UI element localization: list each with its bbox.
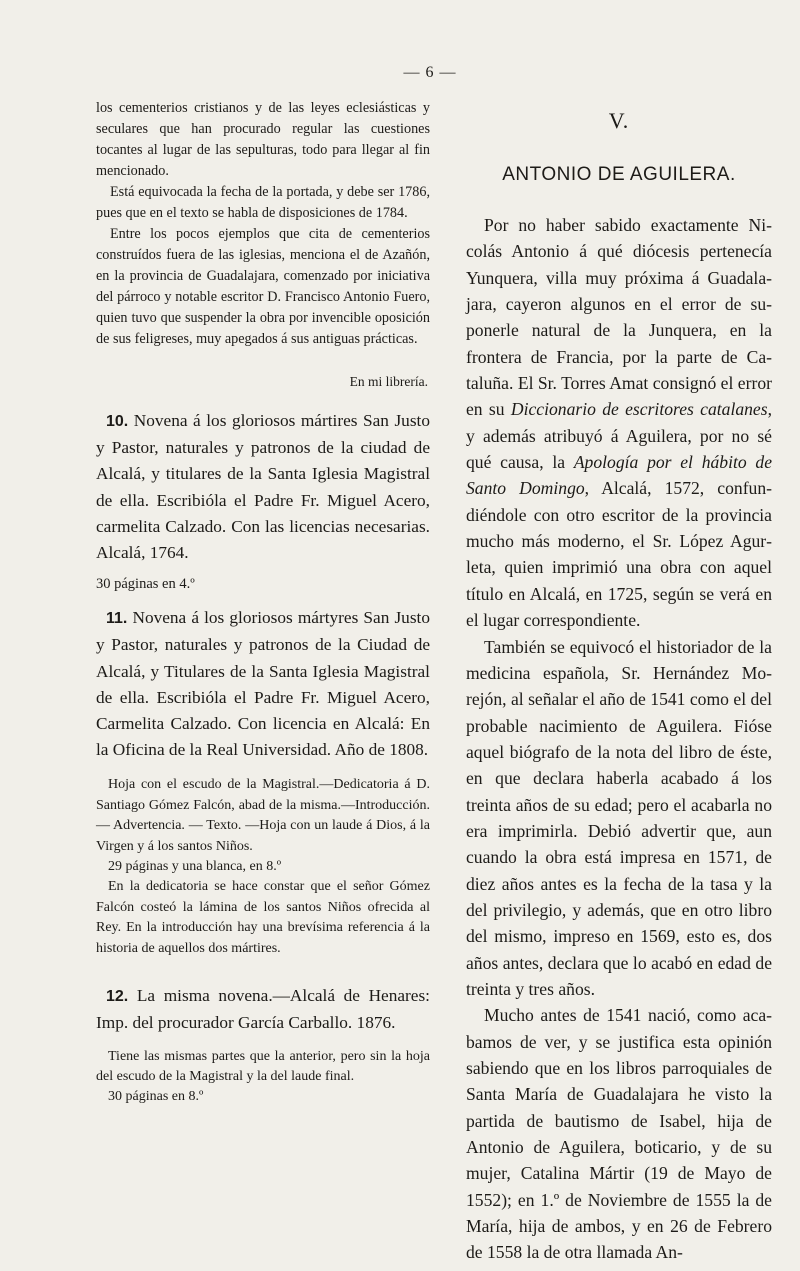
text-run: , Alcalá, 1572, confundiéndole con otro escritor de la provincia mucho más moderno, el Sr. López Agurleta, quien imprimió una obra con aquel título en Alcalá, en 1725, según se verá en el lugar correspondiente. — [466, 478, 772, 631]
entry-number: 10. — [106, 413, 129, 430]
entry-11 — [96, 605, 430, 763]
signature-line: En mi librería. — [349, 374, 428, 389]
entry-text: La misma novena.—Alcalá de Henares: Imp. del procurador García Carballo. 1876. — [96, 986, 430, 1033]
book-title: Diccionario de escritores catalanes — [510, 399, 768, 420]
entry-12 — [96, 983, 430, 1036]
intro-paragraph: Entre los pocos ejemplos que cita de cementerios construídos fuera de las iglesias, menciona el de Azañón, en la provincia de Guadalajara, comenzado por iniciativa del párroco y notable escritor D. Francisco Antonio Fuero, quien tuvo que suspender la obra por invencible oposición de sus feligreses, muy apegados á sus antiguas prácticas. — [96, 226, 430, 347]
text-run: Por no haber sabido exactamente Nicolás Antonio á qué diócesis pertenecía Yunquera, villa muy próxima á Guadalajara, cayeron algunos en el error de suponerle natural de la Junquera, en la frontera de Francia, por la parte de Cataluña. El Sr. Torres Amat consignó el error en su — [466, 215, 772, 420]
entry-number: 12. — [106, 988, 129, 1006]
intro-text — [96, 98, 430, 350]
left-column — [96, 98, 430, 1108]
text-run: , y además atribuyó á Aguilera, por no sé qué causa, la — [466, 399, 772, 473]
right-column — [466, 98, 772, 1266]
page-number: — 6 — — [403, 64, 457, 81]
intro-paragraph: los cementerios cristianos y de las leyes eclesiásticas y seculares que han procurado regular las cuestiones tocantes al lugar de las sepulturas, todo para llegar al fin mencionado. — [96, 100, 430, 179]
entry-note: Hoja con el escudo de la Magistral.—Dedicatoria á D. Santiago Gómez Falcón, abad de la misma.—Introducción. — Advertencia. — Texto. —Hoja con un laude á Dios, á la Virgen y á los santos Niños. — [96, 777, 430, 854]
entry-note: Tiene las mismas partes que la anterior, pero sin la hoja del escudo de la Magistral y la del laude final. — [96, 1048, 430, 1084]
entry-pages: 30 páginas en 4.º — [96, 576, 195, 593]
entry-pages: 30 páginas en 8.º — [108, 1089, 204, 1105]
body-paragraph — [466, 212, 772, 634]
body-paragraph: También se equivocó el historiador de la medicina española, Sr. Hernández Morejón, al señalar el año de 1541 como el del probable nacimiento de Aguilera. Fióse aquel biógrafo de la nota del libro de éste, en que declara haberla acabado á los treinta años de su edad; pero el acabarla no era imprimirla. Debió advertir que, aun cuando la obra está impresa en 1571, de diez años antes es la fecha de la tasa y la del privilegio, y además, que en otro libro del mismo, impreso en 1569, esto es, dos años antes, declara que lo acabó en edad de treinta y tres años. — [466, 636, 772, 999]
entry-note: En la dedicatoria se hace constar que el señor Gómez Falcón costeó la lámina de los santos Niños ofrecida al Rey. En la introducción hay una brevísima referencia á la historia de aquellos dos mártires. — [96, 879, 430, 956]
book-title: Apología por el hábito de Santo Domingo — [466, 452, 773, 499]
entry-number: 11. — [106, 610, 128, 628]
entry-text: Novena á los gloriosos mártires San Justo y Pastor, naturales y patronos de la ciudad de Alcalá, y titulares de la Santa Iglesia Magistral de ella. Escribióla el Padre Fr. Miguel Acero, carmelita Calzado. Con las licencias necesarias. Alcalá, 1764. — [96, 411, 430, 563]
section-number: V. — [608, 108, 630, 133]
body-paragraph: Mucho antes de 1541 nació, como acabamos de ver, y se justifica esta opinión sabiendo que en los libros parroquiales de Santa María de Guadalajara he visto la partida de bautismo de Isabel, hija de Antonio de Aguilera, boticario, y de su mujer, Catalina Mártir (19 de Mayo de 1552); en 1.º de Noviembre de 1555 la de María, hija de ambos, y en 26 de Febrero de 1558 la de otra llamada An- — [466, 1005, 772, 1263]
entry-10 — [96, 408, 430, 566]
entry-text: Novena á los gloriosos mártyres San Justo y Pastor, naturales y patronos de la Ciudad de Alcalá, y Titulares de la Santa Iglesia Magistral de ella. Escribióla el Padre Fr. Miguel Acero, Carmelita Calzado. Con licencia en Alcalá: En la Oficina de la Real Universidad. Año de 1808. — [96, 608, 430, 760]
section-title: ANTONIO DE AGUILERA. — [502, 164, 736, 185]
intro-paragraph: Está equivocada la fecha de la portada, y debe ser 1786, pues que en el texto se habla de disposiciones de 1784. — [96, 184, 430, 221]
entry-pages: 29 páginas y una blanca, en 8.º — [108, 859, 282, 875]
